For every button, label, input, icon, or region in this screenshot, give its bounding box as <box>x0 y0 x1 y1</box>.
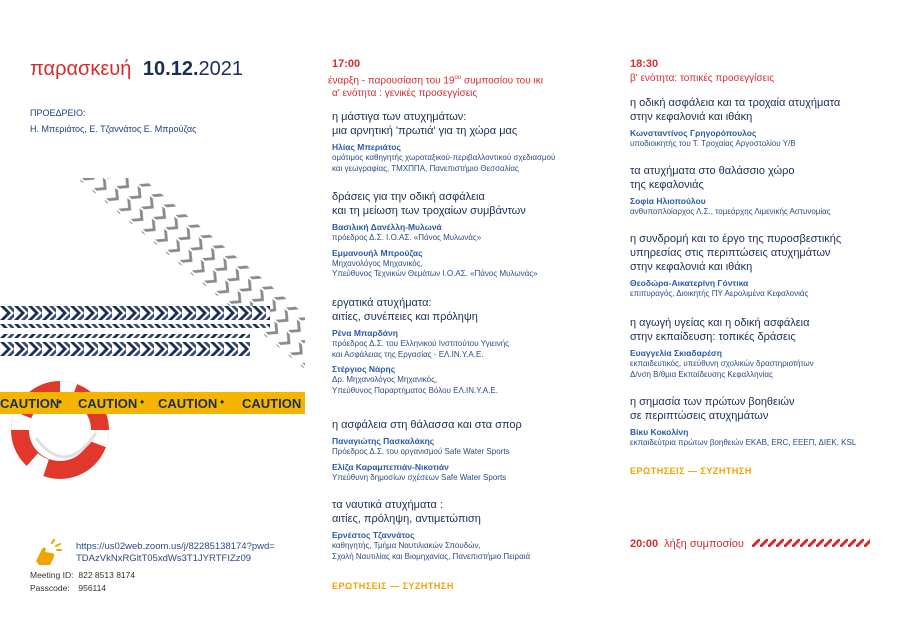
speaker-name: Βίκυ Κοκολίνη <box>630 427 689 437</box>
qa-session-a: ΕΡΩΤΗΣΕΙΣ — ΣΥΖΗΤΗΣΗ <box>332 581 454 591</box>
speaker-role: Δρ. Μηχανολόγος Μηχανικός, <box>332 375 438 384</box>
passcode <box>30 583 106 593</box>
speaker-name: Παναγιώτης Πασκαλάκης <box>332 436 435 446</box>
caution-text: CAUTION <box>158 396 218 411</box>
speaker-name: Σοφία Ηλιοπούλου <box>630 196 706 206</box>
speaker-role: Πρόεδρος Δ.Σ. του οργανισμού Safe Water Sports <box>332 447 510 456</box>
closing-label: λήξη συμποσίου <box>664 538 744 550</box>
talk-title: η σημασία των πρώτων βοηθειών <box>630 396 795 408</box>
closing-time: 20:00 <box>630 538 659 550</box>
navy-tire-track-top <box>0 306 270 328</box>
speaker-role: Μηχανολόγος Μηχανικός, <box>332 258 423 268</box>
speaker-role: ομότιμος καθηγητής χωροταξικού-περιβαλλοντικού σχεδιασμού <box>332 153 556 162</box>
speaker-role: Σχολή Ναυτιλίας και Βιομηχανίας, Πανεπιστήμιο Πειραιά <box>332 551 531 561</box>
talk-b4 <box>630 316 880 380</box>
caution-text: CAUTION <box>0 396 60 411</box>
speaker-role: Δ/νση Β/θμια Εκπαίδευσης Κεφαλληνίας <box>630 369 773 379</box>
talk-title: μια αρνητική 'πρωτιά' για τη χώρα μας <box>332 125 518 137</box>
speaker-name: Θεοδώρα-Αικατερίνη Γόντικα <box>630 278 749 288</box>
talk-b2 <box>630 164 880 218</box>
day-month: 10.12. <box>142 58 199 80</box>
talk-b3 <box>630 232 880 300</box>
click-hand-icon <box>30 539 64 567</box>
meeting-id <box>30 570 135 580</box>
date-heading <box>30 58 243 81</box>
caution-text: CAUTION <box>78 396 138 411</box>
session-b-time: 18:30 <box>630 58 659 70</box>
talk-title: τα ατυχήματα στο θαλάσσιο χώρο <box>630 165 795 177</box>
speaker-role: Υπεύθυνη δημοσίων σχέσεων Safe Water Sports <box>332 472 507 482</box>
talk-title: και τη μείωση των τροχαίων συμβάντων <box>332 205 526 217</box>
session-b-section: β' ενότητα: τοπικές προσεγγίσεις <box>630 73 775 84</box>
talk-title: η οδική ασφάλεια και τα τροχαία ατυχήματα <box>630 97 841 109</box>
speaker-name: Εμμανουήλ Μπρούζας <box>332 247 423 258</box>
speaker-role: επιπυραγός, Διοικητής ΠΥ Αερολιμένα Κεφαλονιάς <box>630 289 809 298</box>
speaker-role: πρόεδρος Δ.Σ. του Ελληνικού Ινστιτούτου Υγιεινής <box>332 339 510 348</box>
talk-a4 <box>332 418 600 483</box>
talk-title: η αγωγή υγείας και η οδική ασφάλεια <box>630 317 810 329</box>
passcode-label: Passcode: <box>30 583 70 593</box>
closing-line <box>630 538 744 550</box>
hatched-divider <box>752 539 870 547</box>
caution-tape <box>0 392 305 414</box>
talk-a1 <box>332 110 600 174</box>
day-name: παρασκευή <box>30 58 132 80</box>
speaker-role: Υπεύθυνος Τεχνικών Θεμάτων Ι.Ο.ΑΣ. «Πάνος Μυλωνάς» <box>332 269 538 278</box>
talk-a5 <box>332 498 600 562</box>
talk-title: τα ναυτικά ατυχήματα : <box>332 499 444 511</box>
meeting-id-label: Meeting ID: <box>30 570 74 580</box>
talk-b5 <box>630 395 880 449</box>
year: 2021 <box>198 58 244 80</box>
talk-title: στην κεφαλονιά και ιθάκη <box>630 111 753 123</box>
tape-dot: • <box>58 395 63 409</box>
speaker-role: και γεωγραφίας, ΤΜΧΠΠΑ, Πανεπιστήμιο Θεσσαλίας <box>332 163 519 173</box>
speaker-name: Ρένα Μπαρδάνη <box>332 328 398 338</box>
talk-title: σε περιπτώσεις ατυχημάτων <box>630 410 769 422</box>
talk-a2 <box>332 190 600 280</box>
tape-dot: • <box>220 395 225 409</box>
meeting-id-value: 822 8513 8174 <box>78 570 136 580</box>
opening-text: έναρξη - παρουσίαση του 19 <box>328 75 455 87</box>
presidium-label: ΠΡΟΕΔΡΕΙΟ: <box>30 108 86 118</box>
passcode-value: 956114 <box>78 583 107 593</box>
talk-title: η μάστιγα των ατυχημάτων: <box>332 111 467 123</box>
speaker-name: Ελίζα Καραμπεπιάν-Νικοτιάν <box>332 461 449 472</box>
zoom-link[interactable]: https://us02web.zoom.us/j/82285138174?pwd=TDAzVkNxRGltT05xdWs3T1JYRTFIZz09 <box>76 541 275 564</box>
presidium-names: Η. Μπεριάτος, Ε. Τζαννάτος Ε. Μπρούζας <box>30 124 197 134</box>
talk-title: στην εκπαίδευση: τοπικές δράσεις <box>630 331 796 343</box>
talk-a3 <box>332 296 600 396</box>
talk-title: υπηρεσίας στις περιπτώσεις ατυχημάτων <box>630 247 831 259</box>
speaker-name: Βασιλική Δανέλλη-Μυλωνά <box>332 222 442 232</box>
speaker-role: καθηγητής, Τμήμα Ναυτιλιακών Σπουδών, <box>332 541 481 550</box>
speaker-name: Κωνσταντίνος Γρηγορόπουλος <box>630 128 757 138</box>
talk-title: η συνδρομή και το έργο της πυροσβεστικής <box>630 233 842 245</box>
speaker-name: Ερνέστος Τζαννάτος <box>332 530 415 540</box>
session-a-section: α' ενότητα : γενικές προσεγγίσεις <box>332 88 478 100</box>
speaker-role: εκπαιδεύτρια πρώτων βοηθειών ΕΚΑΒ, ERC, ΕΕΕΠ, ΔΙΕΚ, KSL <box>630 438 857 447</box>
speaker-role: και Ασφάλειας της Εργασίας - ΕΛ.ΙΝ.Υ.Α.Ε. <box>332 349 484 359</box>
talk-title: αιτίες, συνέπειες και πρόληψη <box>332 311 478 323</box>
session-a <box>328 58 600 100</box>
navy-tire-track-bottom <box>0 334 250 356</box>
speaker-role: ανθυποπλοίαρχος Λ.Σ., τομεάρχης Λιμενικής Αστυνομίας <box>630 207 831 216</box>
tape-dot: • <box>140 395 145 409</box>
speaker-name: Ηλίας Μπεριάτος <box>332 142 401 152</box>
talk-title: στην κεφαλονιά και ιθάκη <box>630 261 753 273</box>
talk-title: εργατικά ατυχήματα: <box>332 297 432 309</box>
opening-line <box>328 72 600 87</box>
talk-b1 <box>630 96 880 150</box>
talk-title: της κεφαλονιάς <box>630 179 704 191</box>
talk-title: η ασφάλεια στη θάλασσα και στα σπορ <box>332 419 522 431</box>
speaker-role: εκπαιδευτικός, υπεύθυνη σχολικών δραστηριοτήτων <box>630 359 814 368</box>
qa-session-b: ΕΡΩΤΗΣΕΙΣ — ΣΥΖΗΤΗΣΗ <box>630 466 752 476</box>
speaker-name: Στέργιος Νάρης <box>332 364 396 374</box>
talk-title: αιτίες, πρόληψη, αντιμετώπιση <box>332 513 481 525</box>
opening-text-end: συμποσίου του ικι <box>461 75 543 87</box>
speaker-role: Υπεύθυνος Παραρτήματος Βόλου ΕΛ.ΙΝ.Υ.Α.Ε. <box>332 385 498 395</box>
speaker-name: Ευαγγελία Σκιαδαρέση <box>630 348 722 358</box>
session-b <box>630 58 880 85</box>
grey-tire-track <box>48 178 305 424</box>
tire-tracks-illustration <box>0 178 305 483</box>
session-a-time: 17:00 <box>332 58 361 70</box>
opening-sup: ου <box>454 75 462 81</box>
speaker-role: υποδιοικητής του Τ. Τροχαίας Αργοστολίου Υ/Β <box>630 139 796 148</box>
caution-text: CAUTION <box>242 396 302 411</box>
speaker-role: πρόεδρος Δ.Σ. Ι.Ο.ΑΣ. «Πάνος Μυλωνάς» <box>332 233 482 242</box>
talk-title: δράσεις για την οδική ασφάλεια <box>332 191 485 203</box>
